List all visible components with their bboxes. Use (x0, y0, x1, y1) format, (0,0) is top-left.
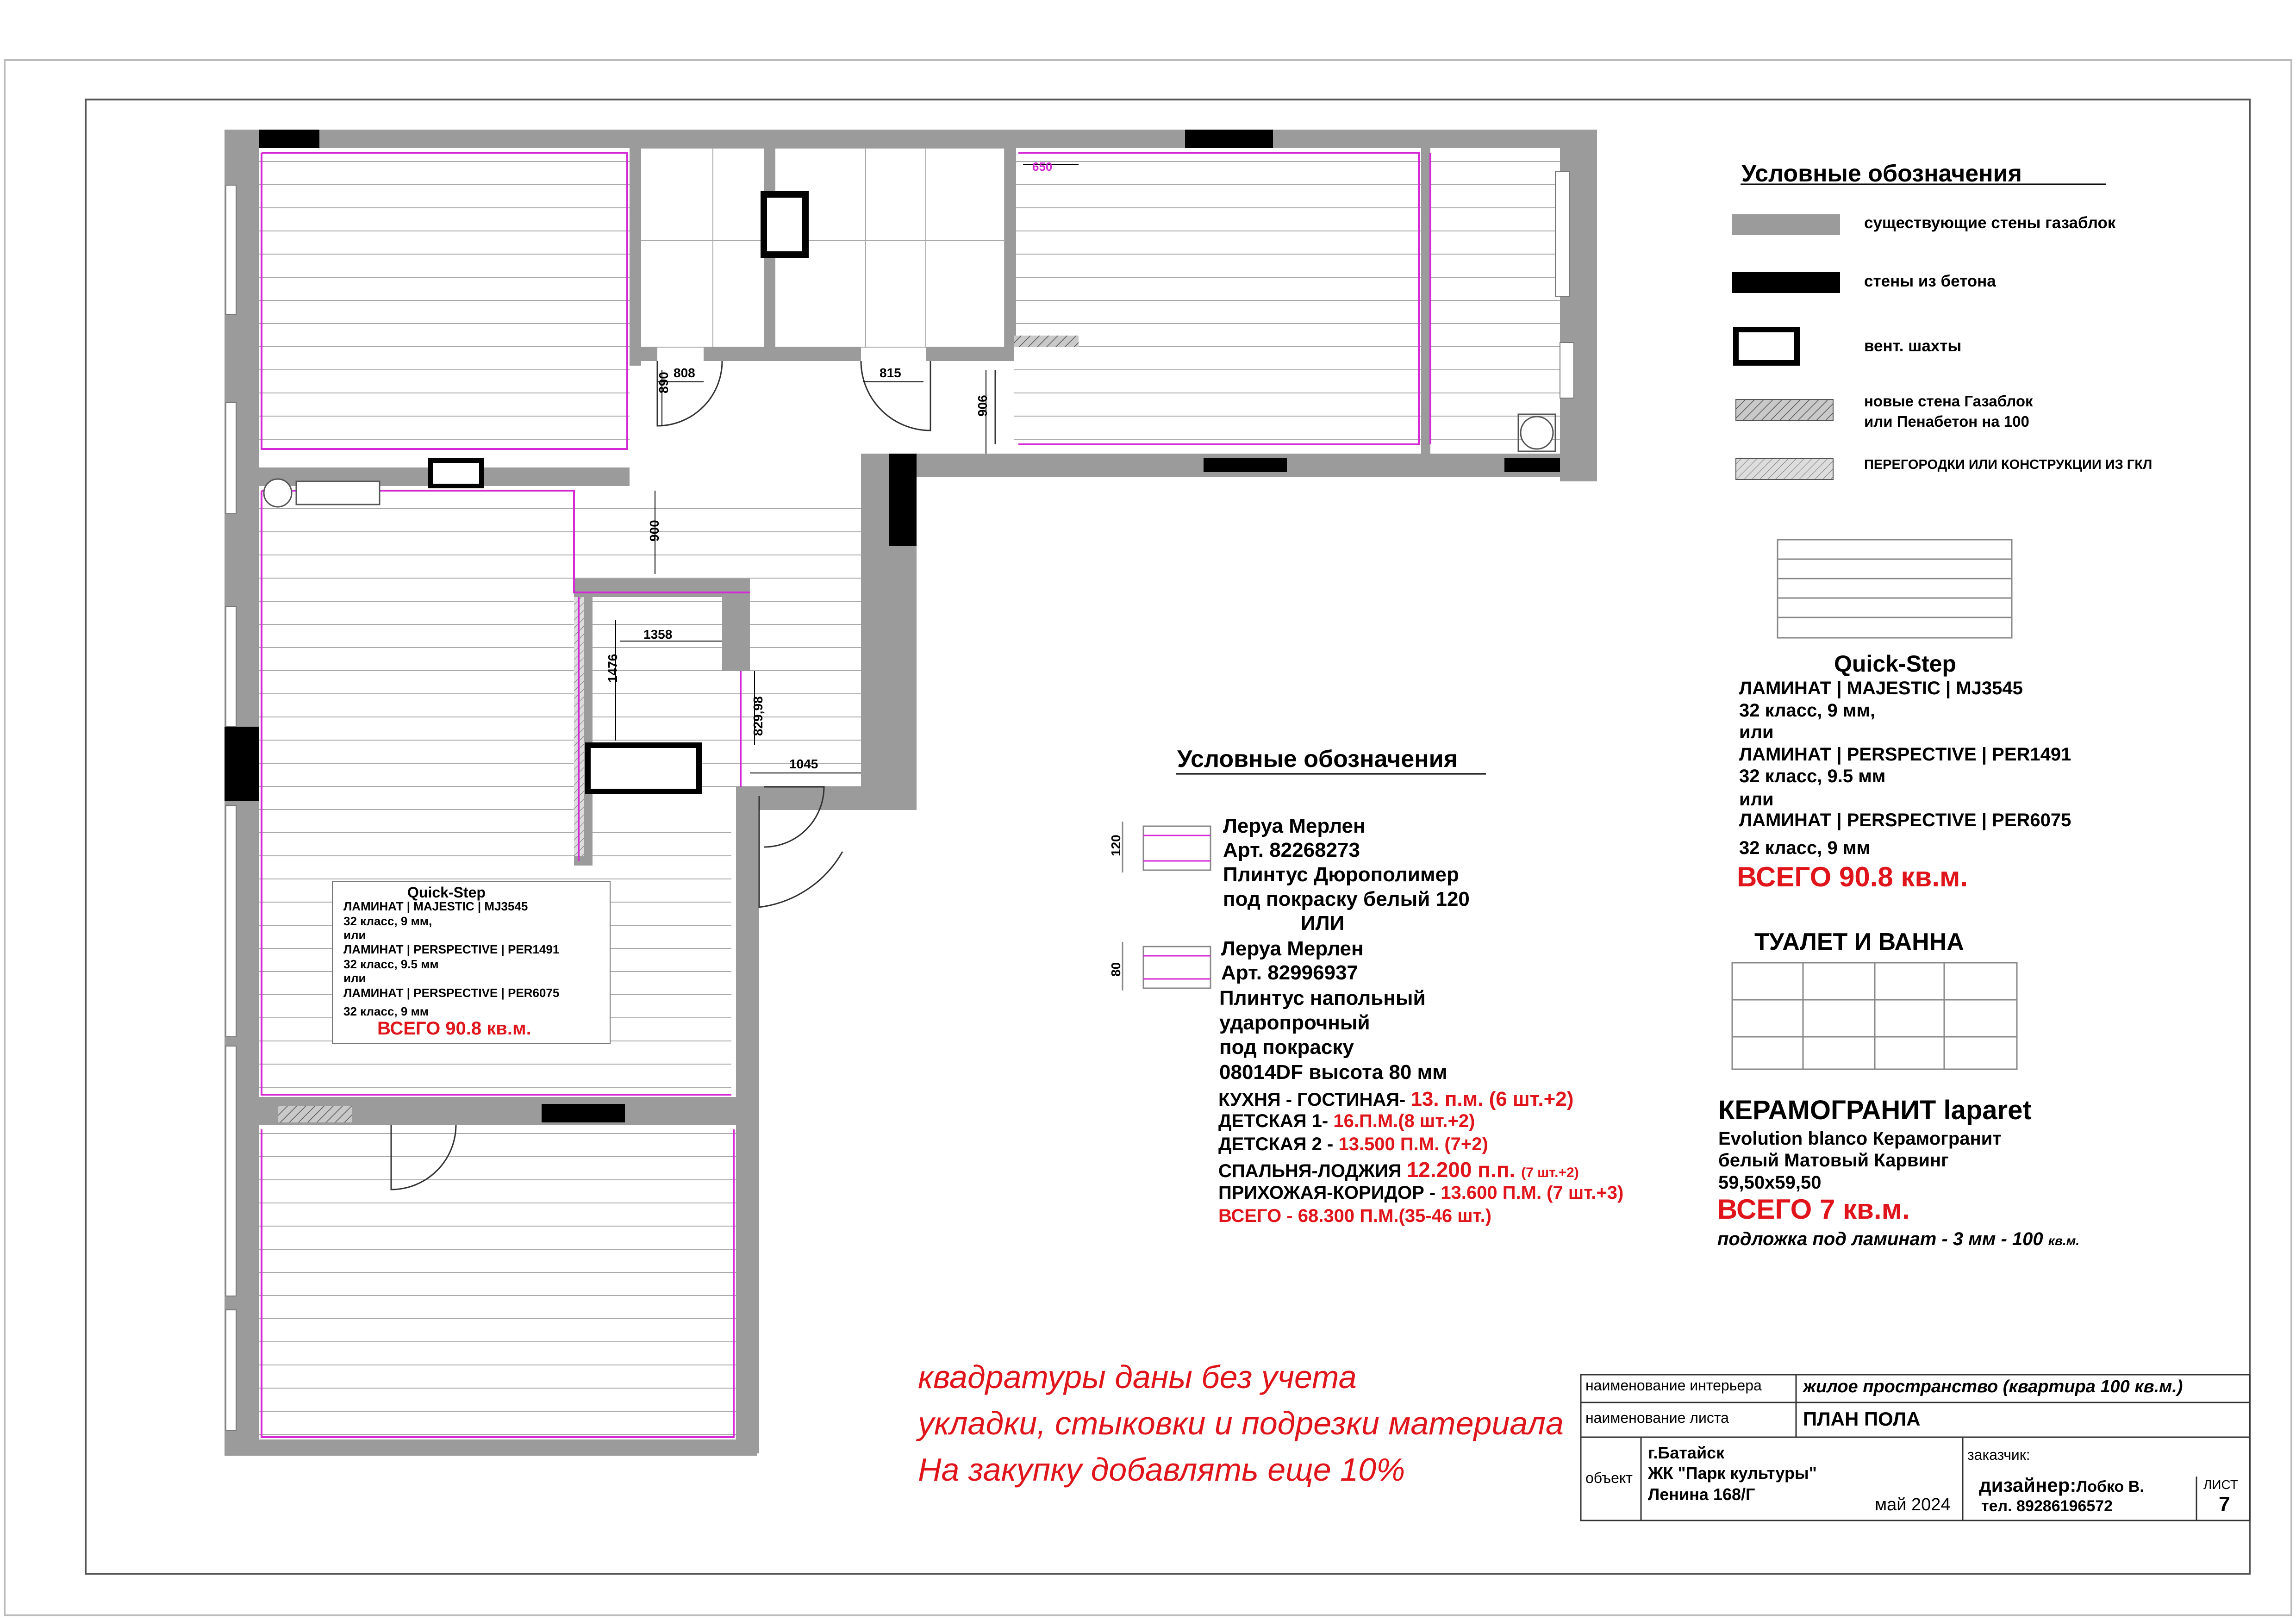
inner-label-line1: ЛАМИНАТ | MAJESTIC | MJ3545 (343, 899, 528, 913)
dim-890: 890 (656, 372, 671, 393)
dim-1358: 1358 (643, 627, 673, 642)
plinth-opt1-line4: под покраску белый 120 (1223, 888, 1470, 910)
tb-list-no: 7 (2219, 1493, 2230, 1515)
dim-808: 808 (674, 366, 695, 380)
plinth-opt2-line1: Леруа Мерлен (1221, 937, 1364, 960)
inner-label-line7: ЛАМИНАТ | PERSPECTIVE | PER6075 (343, 986, 560, 1000)
plinth-room-name: ПРИХОЖАЯ-КОРИДОР - (1218, 1183, 1441, 1203)
plinth-room-value: 12.200 п.п. (1406, 1158, 1522, 1182)
plinth-room-bedroom (1218, 1157, 1579, 1182)
legend-item-gkl: ПЕРЕГОРОДКИ ИЛИ КОНСТРУКЦИИ ИЗ ГКЛ (1864, 457, 2152, 472)
laminate-brand: Quick-Step (1834, 651, 1956, 677)
inner-label-line8: 32 класс, 9 мм (343, 1004, 429, 1018)
plinth-opt2-line5: под покраску (1219, 1036, 1354, 1059)
inner-label-brand: Quick-Step (407, 884, 486, 901)
plinth-opt1-line2: Арт. 82268273 (1223, 839, 1360, 861)
plinth-room-kids2 (1218, 1134, 1488, 1155)
plinth-room-name: СПАЛЬНЯ-ЛОДЖИЯ (1218, 1161, 1407, 1181)
plinth-room-name: КУХНЯ - ГОСТИНАЯ- (1218, 1090, 1411, 1110)
inner-label-line5: 32 класс, 9.5 мм (343, 957, 439, 971)
tb-list-label: ЛИСТ (2203, 1477, 2238, 1492)
plinth-room-kids1 (1218, 1111, 1475, 1132)
plinth-or: ИЛИ (1301, 912, 1345, 935)
tb-interior-label: наименование интерьера (1585, 1377, 1762, 1394)
inner-label-line3: или (343, 928, 366, 942)
tile-sample (1732, 963, 2017, 1069)
note-line1: квадратуры даны без учета (918, 1359, 1357, 1395)
tb-date: май 2024 (1875, 1495, 1951, 1514)
tile-underlay-unit: кв.м. (2048, 1234, 2080, 1248)
tb-interior-value: жилое пространство (квартира 100 кв.м.) (1803, 1377, 2183, 1396)
inner-label-total: ВСЕГО 90.8 кв.м. (377, 1018, 531, 1039)
plinth-room-name: ДЕТСКАЯ 2 - (1218, 1134, 1339, 1154)
tb-object-label: объект (1585, 1470, 1633, 1486)
dim-900: 900 (647, 520, 661, 542)
tile-total: ВСЕГО 7 кв.м. (1717, 1194, 1910, 1225)
plinth-room-value: 13.600 П.М. (7 шт.+3) (1441, 1183, 1624, 1203)
plinth-room-extra: (7 шт.+2) (1521, 1165, 1579, 1180)
tile-line1: Evolution blanco Керамогранит (1718, 1128, 2002, 1149)
laminate-line7: ЛАМИНАТ | PERSPECTIVE | PER6075 (1739, 810, 2071, 830)
plinth-room-value: 13.500 П.М. (7+2) (1338, 1134, 1488, 1154)
laminate-sample (1778, 540, 2012, 638)
tb-sheet-value: ПЛАН ПОЛА (1803, 1408, 1921, 1430)
plinth-opt2-line6: 08014DF высота 80 мм (1219, 1061, 1447, 1084)
legend-swatch-concrete (1732, 272, 1840, 293)
plinth-opt1-line1: Леруа Мерлен (1223, 815, 1366, 837)
tb-client-label: заказчик: (1967, 1446, 2030, 1463)
inner-label-line2: 32 класс, 9 мм, (343, 914, 432, 928)
dim-906: 906 (975, 395, 990, 417)
plinth-dim-120: 120 (1109, 835, 1123, 856)
legend-swatch-gasblock (1732, 214, 1840, 235)
tile-line2: белый Матовый Карвинг (1718, 1150, 1949, 1171)
plinth-opt2-line2: Арт. 82996937 (1221, 961, 1358, 984)
legend-item-new-wall: новые стена Газаблок (1864, 393, 2033, 410)
tb-designer-label: дизайнер: (1979, 1474, 2077, 1496)
tile-title: КЕРАМОГРАНИТ laparet (1718, 1095, 2032, 1125)
tb-phone: тел. 89286196572 (1981, 1497, 2113, 1515)
plinth-total: ВСЕГО - 68.300 П.М.(35-46 шт.) (1218, 1206, 1492, 1226)
plinth-room-name: ДЕТСКАЯ 1- (1218, 1111, 1334, 1131)
legend-swatch-vent (1736, 330, 1797, 363)
dim-829: 829,98 (751, 696, 765, 736)
legend-swatch-new-wall (1736, 399, 1833, 420)
legend-item-concrete: стены из бетона (1864, 272, 1996, 290)
tb-object-line2: ЖК "Парк культуры" (1648, 1464, 1817, 1483)
plinth-room-hallway (1218, 1183, 1623, 1203)
laminate-line4: ЛАМИНАТ | PERSPECTIVE | PER1491 (1739, 744, 2071, 765)
tile-underlay (1717, 1229, 2079, 1250)
laminate-total: ВСЕГО 90.8 кв.м. (1737, 861, 1968, 892)
note-line3: На закупку добавлять еще 10% (918, 1452, 1405, 1488)
dim-815: 815 (880, 366, 901, 380)
dim-650: 650 (1032, 160, 1053, 174)
legend-item-vent: вент. шахты (1864, 337, 1962, 355)
laminate-line8: 32 класс, 9 мм (1739, 838, 1871, 858)
tile-heading: ТУАЛЕТ И ВАННА (1754, 928, 1964, 955)
tb-object-line1: г.Батайск (1648, 1443, 1725, 1462)
inner-label-line6: или (343, 971, 366, 985)
legend-title: Условные обозначения (1741, 160, 2022, 187)
plan-walls (225, 130, 1597, 1456)
plinth-title: Условные обозначения (1177, 746, 1458, 773)
inner-label-line4: ЛАМИНАТ | PERSPECTIVE | PER1491 (343, 942, 560, 956)
dim-1476: 1476 (605, 654, 620, 683)
tb-sheet-label: наименование листа (1585, 1409, 1729, 1426)
laminate-line1: ЛАМИНАТ | MAJESTIC | MJ3545 (1739, 678, 2023, 698)
plinth-room-value: 16.П.М.(8 шт.+2) (1333, 1111, 1475, 1131)
laminate-line6: или (1739, 789, 1774, 810)
legend-item-gasblock: существующие стены газаблок (1864, 214, 2116, 232)
note-line2: укладки, стыковки и подрезки материала (918, 1405, 1564, 1441)
plinth-dim-80: 80 (1109, 962, 1123, 977)
laminate-line2: 32 класс, 9 мм, (1739, 700, 1876, 721)
tb-object-line3: Ленина 168/Г (1648, 1485, 1755, 1504)
tb-designer (1979, 1474, 2144, 1496)
dim-1045: 1045 (789, 757, 818, 771)
plinth-opt2-line3: Плинтус напольный (1219, 987, 1426, 1009)
legend-swatch-gkl (1736, 459, 1833, 480)
plinth-room-value: 13. п.м. (6 шт.+2) (1410, 1088, 1574, 1110)
tile-underlay-text: подложка под ламинат - 3 мм - 100 (1717, 1229, 2043, 1249)
tb-designer-name: Лобко В. (2076, 1478, 2144, 1495)
plinth-opt1-line3: Плинтус Дюрополимер (1223, 863, 1459, 886)
legend-item-new-wall-alt: или Пенабетон на 100 (1864, 413, 2029, 430)
tile-line3: 59,50x59,50 (1718, 1172, 1822, 1193)
plinth-opt2-line4: ударопрочный (1219, 1011, 1370, 1034)
laminate-line3: или (1739, 722, 1774, 742)
plinth-room-kitchen (1218, 1088, 1573, 1111)
laminate-line5: 32 класс, 9.5 мм (1739, 766, 1886, 786)
